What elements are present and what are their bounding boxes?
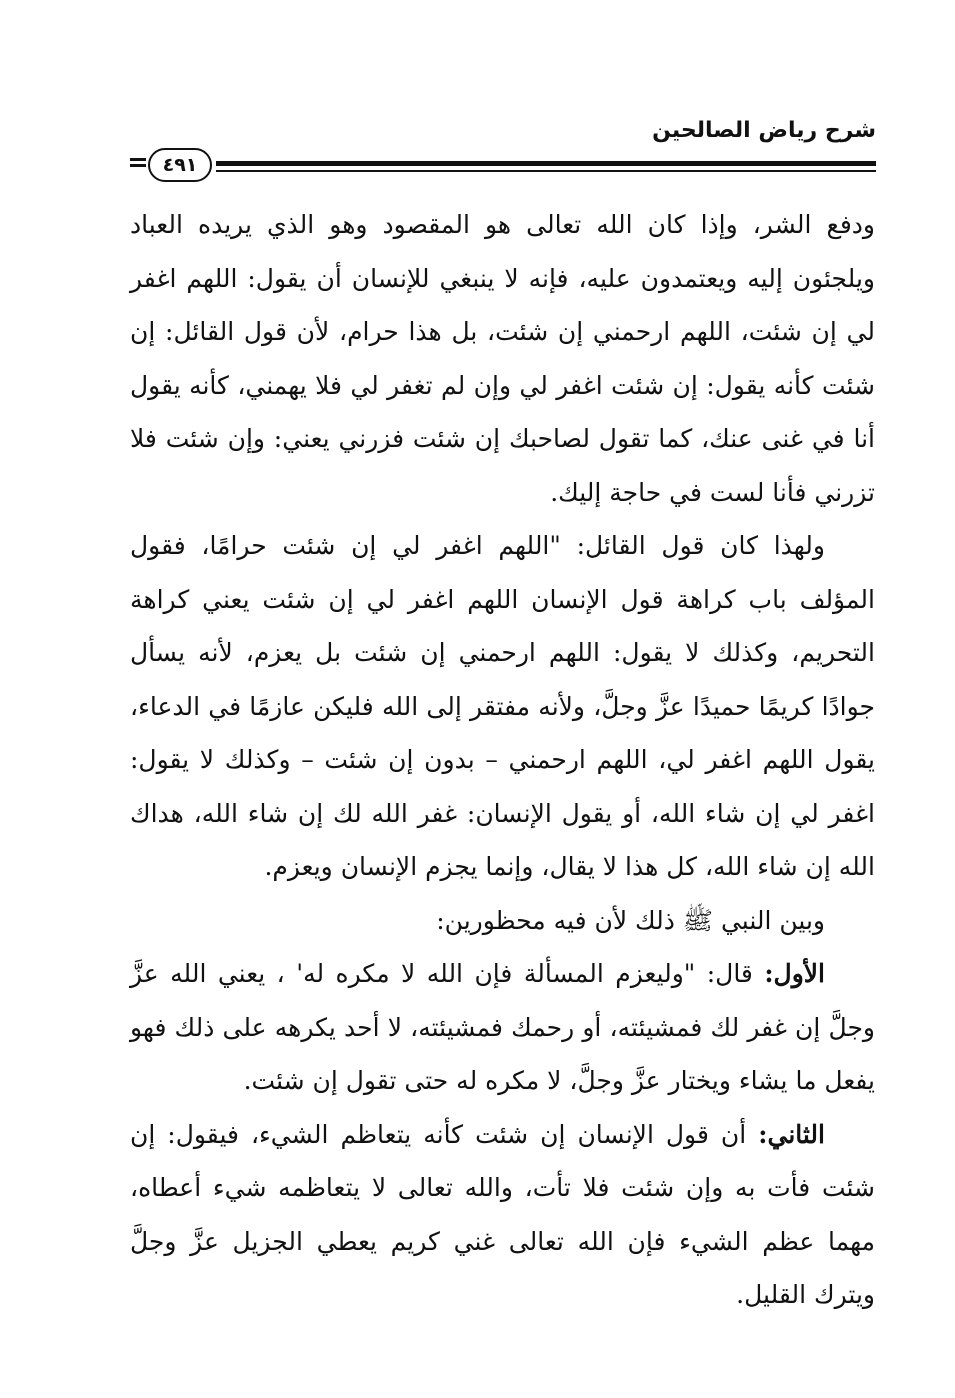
paragraph-1-text: ودفع الشر، وإذا كان الله تعالى هو المقصود وهو الذي يريده العباد ويلجئون إليه ويعتمدون عليه، فإنه لا ينبغي للإنسان أن يقول: اللهم اغفر لي إن شئت، اللهم ارحمني إن شئت، بل هذا حرام، لأن قول القائل: إن شئت كأنه يقول: إن شئت اغفر لي وإن لم تغفر لي فلا يهمني، كأنه يقول أنا في غنى عنك، كما تقول لصاحبك إن شئت فزرني يعني: وإن شئت فلا تزرني فأنا لست في حاجة إليك. xyxy=(130,210,875,507)
paragraph-4-text: قال: "وليعزم المسألة فإن الله لا مكره له' ، يعني الله عزَّ وجلَّ إن غفر لك فمشيئته، أو رحمك فمشيئته، لا أحد يكرهه على ذلك فهو يفعل ما يشاء ويختار عزَّ وجلَّ، لا مكره له حتى تقول إن شئت. xyxy=(130,959,875,1095)
header-rule-thick xyxy=(216,161,876,166)
paragraph-2-text: ولهذا كان قول القائل: "اللهم اغفر لي إن شئت حرامًا، فقول المؤلف باب كراهة قول الإنسان اللهم اغفر لي إن شئت يعني كراهة التحريم، وكذلك لا يقول: اللهم ارحمني إن شئت بل يعزم، لأنه يسأل جوادًا كريمًا حميدًا عزَّ وجلَّ، ولأنه مفتقر إلى الله فليكن عازمًا في الدعاء، يقول اللهم اغفر لي، اللهم ارحمني – بدون إن شئت – وكذلك لا يقول: اغفر لي إن شاء الله، أو يقول الإنسان: غفر الله لك إن شاء الله، هداك الله إن شاء الله، كل هذا لا يقال، وإنما يجزم الإنسان ويعزم. xyxy=(130,531,875,881)
header-rule-stub xyxy=(130,158,146,170)
paragraph-2 xyxy=(130,519,875,894)
body-text xyxy=(130,198,875,1322)
header-rule-thin xyxy=(216,170,876,172)
paragraph-3 xyxy=(130,894,875,948)
paragraph-1 xyxy=(130,198,875,519)
paragraph-4-lead: الأول: xyxy=(764,959,825,988)
book-title: شرح رياض الصالحين xyxy=(652,118,876,143)
paragraph-5 xyxy=(130,1108,875,1322)
paragraph-5-text: أن قول الإنسان إن شئت كأنه يتعاظم الشيء، فيقول: إن شئت فأت به وإن شئت فلا تأت، والله تعالى لا يتعاظمه شيء أعطاه، مهما عظم الشيء فإن الله تعالى غني كريم يعطي الجزيل عزَّ وجلَّ ويترك القليل. xyxy=(130,1119,875,1309)
page-number-badge: ٤٩١ xyxy=(148,148,212,182)
paragraph-3-text: وبين النبي ﷺ ذلك لأن فيه محظورين: xyxy=(436,905,825,935)
paragraph-5-lead: الثاني: xyxy=(758,1119,825,1149)
page-header xyxy=(118,118,876,188)
paragraph-4 xyxy=(130,947,875,1108)
